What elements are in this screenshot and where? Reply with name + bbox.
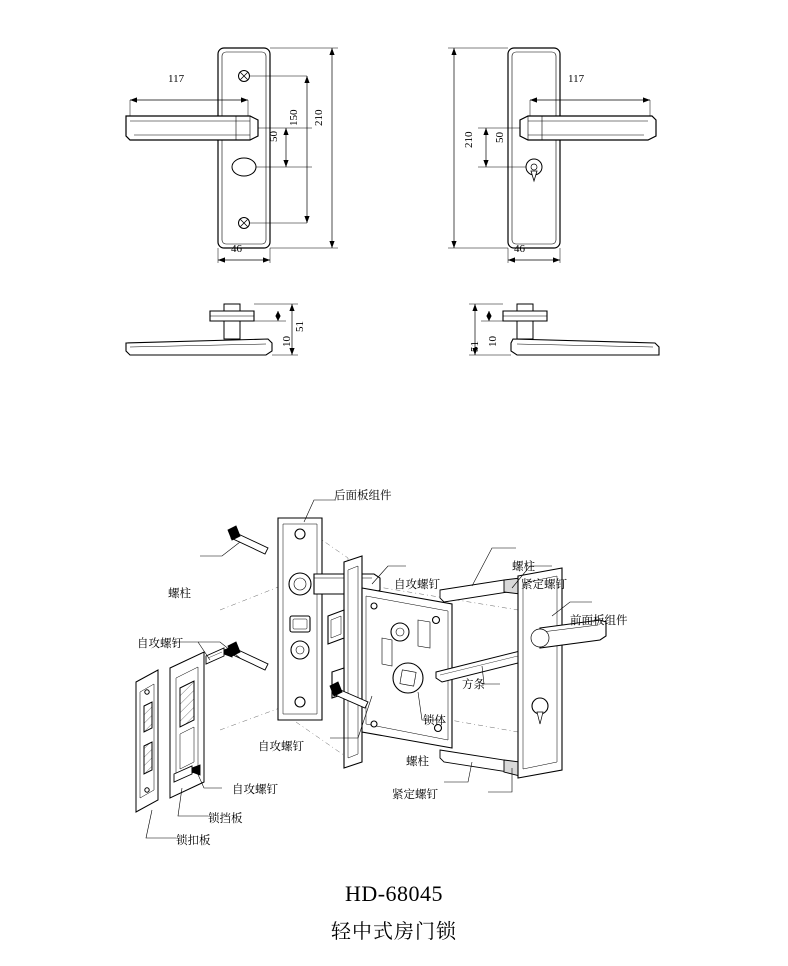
dim-left-handle-height: 51: [294, 321, 306, 332]
dim-right-plate-width: 46: [514, 243, 525, 255]
label-set-screw-bottom: 紧定螺钉: [392, 787, 438, 801]
label-square-spindle: 方条: [462, 677, 485, 691]
left-escutcheon-front-view: [100, 20, 360, 270]
product-name: 轻中式房门锁: [331, 919, 457, 943]
label-self-tapping-screw-3: 自攻螺钉: [232, 782, 278, 796]
label-front-plate-assembly: 前面板组件: [570, 613, 628, 627]
title-block: [0, 881, 788, 944]
dim-right-spindle-to-cylinder: 50: [494, 132, 506, 143]
label-self-tapping-screw-left: 自攻螺钉: [137, 636, 183, 650]
label-lock-body: 锁体: [423, 713, 446, 727]
label-strike-box: 锁挡板: [208, 811, 243, 825]
label-self-tapping-screw-2: 自攻螺钉: [258, 739, 304, 753]
label-set-screw-top: 紧定螺钉: [521, 577, 567, 591]
label-post-screw-left: 螺柱: [168, 586, 191, 600]
dim-left-plate-thickness: 10: [281, 336, 293, 347]
dim-left-handle-length: 117: [168, 73, 185, 85]
label-post-screw-bottom: 螺柱: [406, 754, 429, 768]
dim-right-handle-height: 51: [469, 341, 481, 352]
right-escutcheon-side-view: [455, 285, 685, 375]
exploded-assembly-view: [100, 470, 680, 870]
dim-left-spindle-to-cylinder: 50: [268, 131, 280, 142]
dim-right-plate-thickness: 10: [487, 336, 499, 347]
label-back-plate-assembly: 后面板组件: [334, 488, 392, 502]
label-post-screw-top-right: 螺柱: [512, 559, 535, 573]
dim-left-center-distance: 150: [288, 109, 300, 126]
label-self-tapping-screw-1: 自攻螺钉: [394, 577, 440, 591]
dim-left-plate-height: 210: [313, 109, 325, 126]
dim-left-plate-width: 46: [231, 243, 242, 255]
model-number: HD-68045: [344, 881, 444, 906]
label-strike-plate: 锁扣板: [176, 833, 211, 847]
dim-right-handle-length: 117: [568, 73, 585, 85]
dim-right-plate-height: 210: [463, 131, 475, 148]
